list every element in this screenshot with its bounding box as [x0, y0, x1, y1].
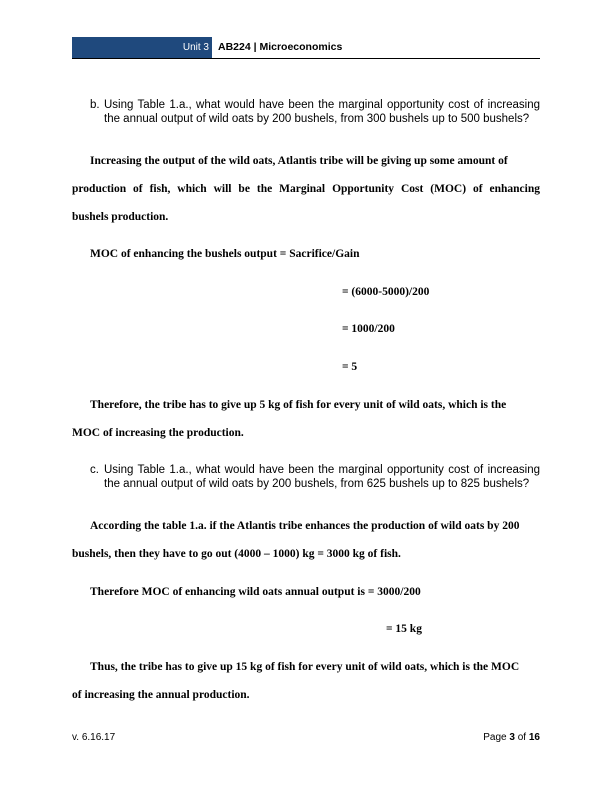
footer-page-current: 3: [509, 732, 515, 743]
question-b-text: Using Table 1.a., what would have been the marginal opportunity cost of increasing the annual output of wild oats by 200 bushels, from 300 bushels up to 500 bushels?: [104, 99, 540, 125]
answer-c-para1-line2: bushels, then they have to go out (4000 – 1000) kg = 3000 kg of fish.: [72, 548, 401, 560]
answer-c-para1-line1: According the table 1.a. if the Atlantis tribe enhances the production of wild oats by 200: [90, 520, 520, 532]
answer-c-conclusion-line2: of increasing the annual production.: [72, 689, 250, 701]
answer-c-result: = 15 kg: [386, 623, 422, 635]
question-b-letter: b.: [90, 99, 100, 111]
answer-b-para1-line2: production of fish, which will be the Marginal Opportunity Cost (MOC) of enhancing: [72, 183, 540, 195]
answer-b-step3: = 5: [342, 361, 358, 373]
answer-b-step1: = (6000-5000)/200: [342, 286, 430, 298]
header-course-label: AB224 | Microeconomics: [218, 41, 343, 53]
footer-page-of: of: [517, 732, 527, 743]
question-c: [90, 463, 540, 491]
answer-b-conclusion-line1: Therefore, the tribe has to give up 5 kg of fish for every unit of wild oats, which is the: [90, 399, 507, 411]
answer-c-formula: Therefore MOC of enhancing wild oats annual output is = 3000/200: [90, 586, 421, 598]
question-c-letter: c.: [90, 464, 99, 476]
answer-b-conclusion-line2: MOC of increasing the production.: [72, 427, 244, 439]
footer-page-word: Page: [483, 732, 507, 743]
question-c-text: Using Table 1.a., what would have been the marginal opportunity cost of increasing the annual output of wild oats by 200 bushels, from 625 bushels up to 825 bushels?: [104, 464, 540, 490]
footer-version: v. 6.16.17: [72, 732, 116, 743]
answer-b-para1-line3: bushels production.: [72, 211, 169, 223]
answer-b-formula: MOC of enhancing the bushels output = Sacrifice/Gain: [90, 248, 360, 260]
footer-page-number: [483, 732, 540, 743]
header-rule: [72, 58, 540, 59]
question-b: [90, 98, 540, 126]
answer-b-step2: = 1000/200: [342, 323, 395, 335]
footer-page-total: 16: [528, 732, 540, 743]
answer-c-conclusion-line1: Thus, the tribe has to give up 15 kg of fish for every unit of wild oats, which is the MOC: [90, 661, 520, 673]
answer-b-para1-line1: Increasing the output of the wild oats, Atlantis tribe will be giving up some amount of: [90, 155, 508, 167]
header-unit-label: Unit 3: [182, 42, 209, 53]
